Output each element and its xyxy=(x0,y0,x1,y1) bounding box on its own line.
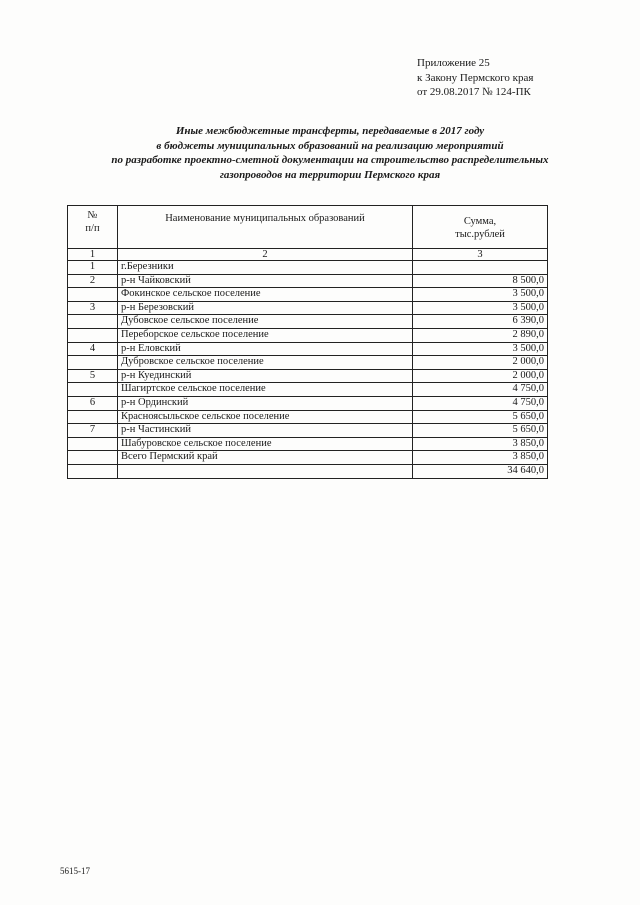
row-amount-cell: 34 640,0 xyxy=(413,464,548,478)
header-name: Наименование муниципальных образований xyxy=(118,206,413,249)
row-number-cell: 3 xyxy=(68,301,118,315)
title-line-4: газопроводов на территории Пермского края xyxy=(219,168,441,181)
header-amount-line-2: тыс.рублей xyxy=(455,229,505,240)
title-line-2: в бюджеты муниципальных образований на реализацию мероприятий xyxy=(156,139,504,152)
row-name-cell: г.Березники xyxy=(118,261,413,275)
row-number-cell: 5 xyxy=(68,369,118,383)
table-row xyxy=(68,261,548,275)
table-row xyxy=(68,437,548,451)
row-amount-cell: 2 000,0 xyxy=(413,369,548,383)
column-number-1: 1 xyxy=(68,249,118,261)
header-number-line-1: № xyxy=(87,210,98,221)
header-number xyxy=(68,206,118,249)
row-number-cell xyxy=(68,383,118,397)
row-name-cell: Переборское сельское поселение xyxy=(118,328,413,342)
row-number-cell: 7 xyxy=(68,424,118,438)
row-amount-cell: 3 500,0 xyxy=(413,301,548,315)
row-number-cell: 4 xyxy=(68,342,118,356)
appendix-note xyxy=(417,56,577,100)
row-amount-cell: 3 500,0 xyxy=(413,342,548,356)
row-number-cell xyxy=(68,328,118,342)
table-row xyxy=(68,369,548,383)
row-amount-cell: 8 500,0 xyxy=(413,274,548,288)
row-name-cell: р-н Чайковский xyxy=(118,274,413,288)
row-name-cell: Всего Пермский край xyxy=(118,451,413,465)
table-row xyxy=(68,274,548,288)
row-amount-cell: 2 000,0 xyxy=(413,356,548,370)
row-amount-cell: 4 750,0 xyxy=(413,383,548,397)
row-name-cell: Фокинское сельское поселение xyxy=(118,288,413,302)
row-number-cell xyxy=(68,437,118,451)
header-number-line-2: п/п xyxy=(85,223,100,234)
row-name-cell: Дубровское сельское поселение xyxy=(118,356,413,370)
row-name-cell: Шагиртское сельское поселение xyxy=(118,383,413,397)
table-row xyxy=(68,383,548,397)
table-row xyxy=(68,464,548,478)
table-row xyxy=(68,451,548,465)
row-number-cell xyxy=(68,410,118,424)
row-name-cell: Дубовское сельское поселение xyxy=(118,315,413,329)
column-number-row xyxy=(68,249,548,261)
row-number-cell xyxy=(68,288,118,302)
row-number-cell xyxy=(68,356,118,370)
appendix-line-3: от 29.08.2017 № 124-ПК xyxy=(417,86,531,98)
header-amount xyxy=(413,206,548,249)
table-header-row xyxy=(68,206,548,249)
appendix-line-1: Приложение 25 xyxy=(417,57,490,69)
document-title xyxy=(60,124,600,182)
row-amount-cell: 5 650,0 xyxy=(413,410,548,424)
appendix-line-2: к Закону Пермского края xyxy=(417,71,534,84)
row-name-cell xyxy=(118,464,413,478)
row-amount-cell: 6 390,0 xyxy=(413,315,548,329)
row-amount-cell: 3 500,0 xyxy=(413,288,548,302)
row-name-cell: р-н Березовский xyxy=(118,301,413,315)
title-line-1: Иные межбюджетные трансферты, передаваемые в 2017 году xyxy=(175,125,485,137)
table-row xyxy=(68,301,548,315)
table-row xyxy=(68,356,548,370)
row-amount-cell: 3 850,0 xyxy=(413,451,548,465)
table-row xyxy=(68,342,548,356)
table-row xyxy=(68,424,548,438)
column-number-2: 2 xyxy=(118,249,413,261)
row-amount-cell: 3 850,0 xyxy=(413,437,548,451)
row-number-cell: 2 xyxy=(68,274,118,288)
footer-code: 5615-17 xyxy=(60,866,90,876)
column-number-3: 3 xyxy=(413,249,548,261)
table-row xyxy=(68,396,548,410)
table-row xyxy=(68,328,548,342)
row-name-cell: р-н Еловский xyxy=(118,342,413,356)
table-row xyxy=(68,410,548,424)
row-name-cell: Шабуровское сельское поселение xyxy=(118,437,413,451)
row-name-cell: р-н Куединский xyxy=(118,369,413,383)
row-number-cell xyxy=(68,451,118,465)
table-row xyxy=(68,288,548,302)
row-amount-cell: 5 650,0 xyxy=(413,424,548,438)
row-amount-cell: 4 750,0 xyxy=(413,396,548,410)
row-amount-cell xyxy=(413,261,548,275)
row-number-cell xyxy=(68,315,118,329)
row-name-cell: р-н Ординский xyxy=(118,396,413,410)
row-name-cell: Красноясыльское сельское поселение xyxy=(118,410,413,424)
table-body xyxy=(68,261,548,479)
row-amount-cell: 2 890,0 xyxy=(413,328,548,342)
table-row xyxy=(68,315,548,329)
title-line-3: по разработке проектно-сметной документации на строительство распределительных xyxy=(111,154,549,167)
transfers-table xyxy=(67,205,548,479)
row-name-cell: р-н Частинский xyxy=(118,424,413,438)
row-number-cell: 6 xyxy=(68,396,118,410)
row-number-cell xyxy=(68,464,118,478)
header-amount-line-1: Сумма, xyxy=(463,216,497,227)
row-number-cell: 1 xyxy=(68,261,118,275)
